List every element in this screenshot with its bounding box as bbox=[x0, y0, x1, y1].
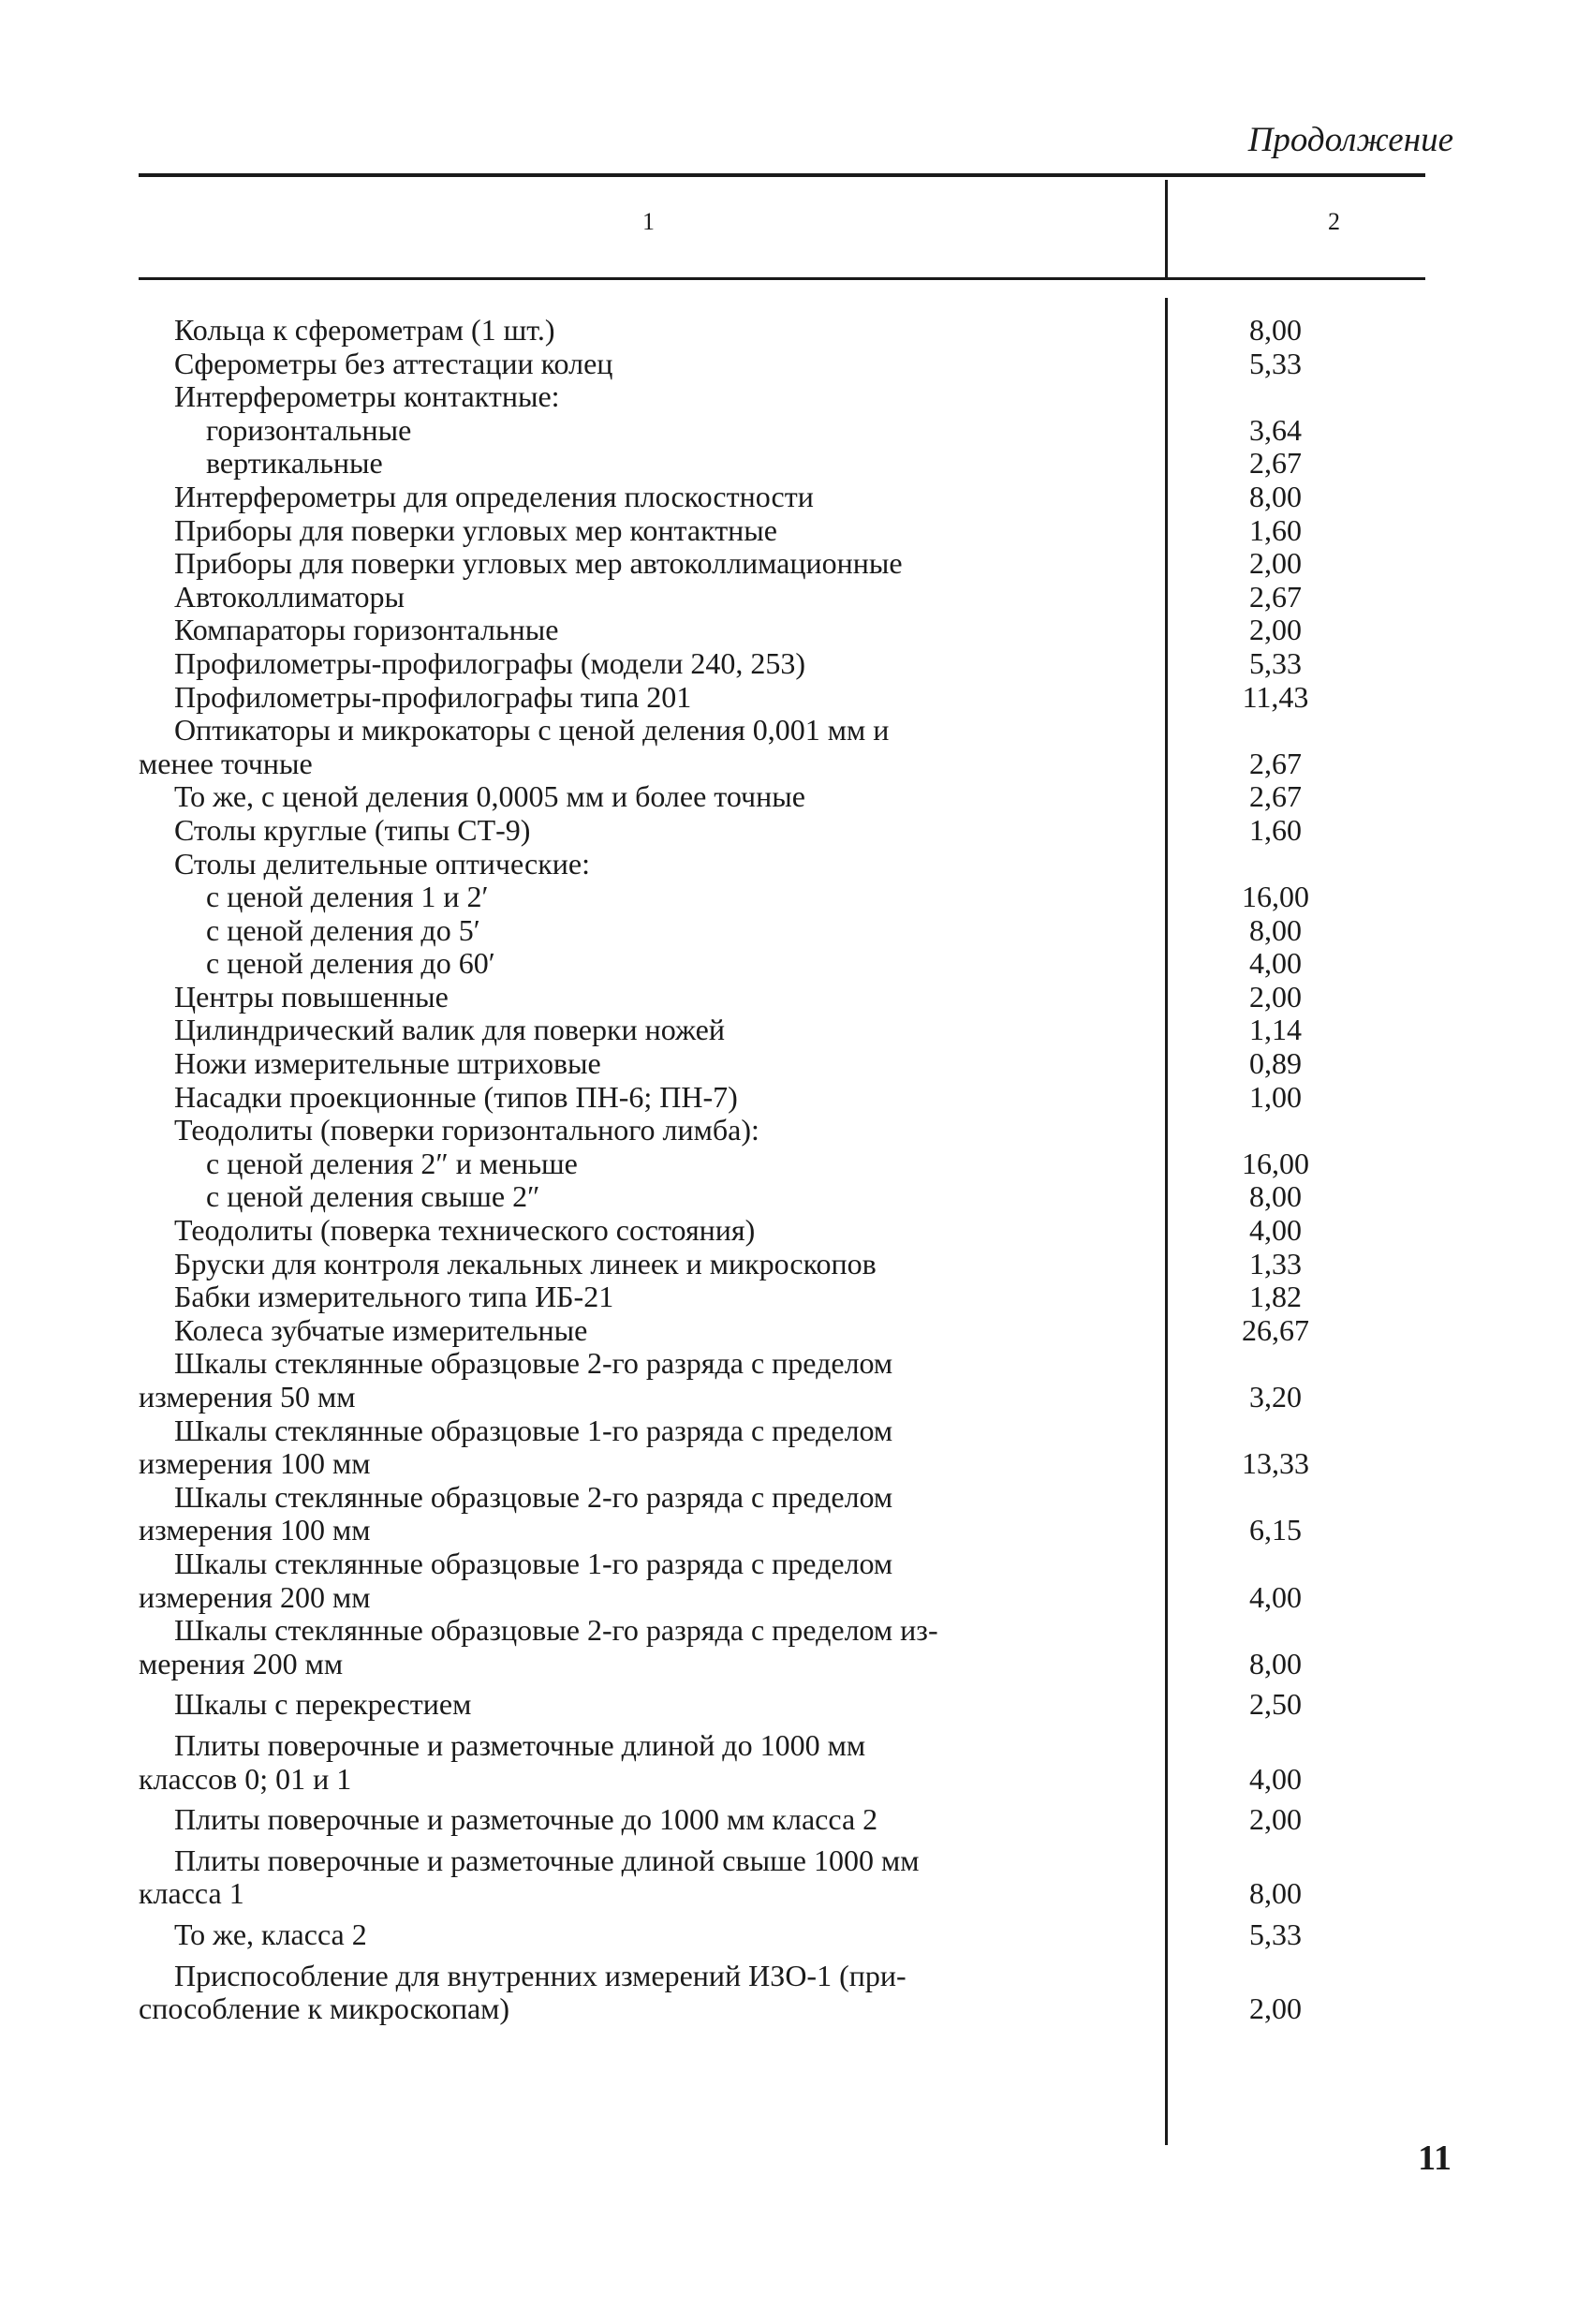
table-row bbox=[139, 1314, 1425, 1348]
item-name bbox=[139, 447, 1131, 481]
table-row bbox=[139, 1214, 1425, 1248]
table-row bbox=[139, 1414, 1425, 1481]
table-row bbox=[139, 1844, 1425, 1911]
table-row bbox=[139, 1729, 1425, 1796]
item-value: 2,00 bbox=[1249, 546, 1302, 581]
item-name-line: с ценой деления 2″ и меньше bbox=[206, 1146, 578, 1180]
table-row bbox=[139, 514, 1425, 548]
item-name-line: с ценой деления 1 и 2′ bbox=[206, 880, 489, 914]
item-value: 11,43 bbox=[1242, 679, 1309, 714]
item-value: 4,00 bbox=[1249, 1761, 1302, 1796]
item-value: 1,33 bbox=[1249, 1246, 1302, 1280]
item-name bbox=[139, 380, 1131, 414]
item-name-continuation: менее точные bbox=[139, 746, 313, 780]
table-row bbox=[139, 1347, 1425, 1414]
item-value: 5,33 bbox=[1249, 645, 1302, 680]
item-name bbox=[139, 1688, 1131, 1722]
item-name bbox=[139, 314, 1131, 348]
item-name-line: Автоколлиматоры bbox=[174, 579, 405, 614]
item-name bbox=[139, 1147, 1131, 1181]
item-name bbox=[139, 981, 1131, 1014]
table-row bbox=[139, 547, 1425, 581]
item-name-line: Шкалы стеклянные образцовые 1-го разряда с пределом bbox=[174, 1413, 893, 1447]
item-value: 5,33 bbox=[1249, 1917, 1302, 1951]
page-number: 11 bbox=[1418, 2139, 1452, 2178]
item-value: 4,00 bbox=[1249, 1213, 1302, 1248]
table-row bbox=[139, 581, 1425, 614]
item-value: 2,67 bbox=[1249, 579, 1302, 614]
item-value: 2,67 bbox=[1249, 779, 1302, 814]
table-row bbox=[139, 681, 1425, 715]
item-value: 2,67 bbox=[1249, 446, 1302, 481]
item-name-line: Оптикаторы и микрокаторы с ценой деления 0,001 мм и bbox=[174, 713, 890, 748]
item-name bbox=[139, 1180, 1131, 1214]
item-name bbox=[139, 1844, 1131, 1911]
item-name bbox=[139, 881, 1131, 914]
table-row bbox=[139, 814, 1425, 848]
item-value: 2,00 bbox=[1249, 613, 1302, 647]
item-name-line: Шкалы стеклянные образцовые 2-го разряда с пределом из- bbox=[174, 1613, 938, 1648]
item-value: 1,60 bbox=[1249, 512, 1302, 547]
table-row bbox=[139, 1960, 1425, 2026]
table-row bbox=[139, 947, 1425, 981]
table-row bbox=[139, 1280, 1425, 1314]
item-name bbox=[139, 1280, 1131, 1314]
item-name-line: Шкалы с перекрестием bbox=[174, 1687, 472, 1722]
item-name bbox=[139, 1614, 1131, 1680]
item-name-line: Кольца к сферометрам (1 шт.) bbox=[174, 313, 555, 347]
table-row bbox=[139, 348, 1425, 381]
item-name-continuation: измерения 200 мм bbox=[139, 1579, 371, 1614]
item-value: 8,00 bbox=[1249, 313, 1302, 347]
item-name-continuation: класса 1 bbox=[139, 1876, 244, 1911]
table-row bbox=[139, 714, 1425, 780]
item-name bbox=[139, 947, 1131, 981]
item-value: 8,00 bbox=[1249, 1876, 1302, 1911]
item-name-line: с ценой деления свыше 2″ bbox=[206, 1179, 540, 1214]
item-value: 2,00 bbox=[1249, 1802, 1302, 1837]
item-name-line: Плиты поверочные и разметочные до 1000 мм класса 2 bbox=[174, 1802, 878, 1837]
item-name-line: Ножи измерительные штриховые bbox=[174, 1046, 601, 1081]
table-top-rule bbox=[139, 173, 1425, 177]
item-name bbox=[139, 814, 1131, 848]
item-name-line: Шкалы стеклянные образцовые 2-го разряда с пределом bbox=[174, 1346, 893, 1381]
item-name-line: Цилиндрический валик для поверки ножей bbox=[174, 1013, 725, 1047]
item-value: 1,82 bbox=[1249, 1280, 1302, 1314]
item-name bbox=[139, 647, 1131, 681]
item-name bbox=[139, 514, 1131, 548]
table-row bbox=[139, 780, 1425, 814]
item-name bbox=[139, 1918, 1131, 1952]
table-row bbox=[139, 848, 1425, 881]
item-name bbox=[139, 1047, 1131, 1081]
item-name bbox=[139, 1347, 1131, 1414]
table-row bbox=[139, 1081, 1425, 1115]
item-value: 3,20 bbox=[1249, 1380, 1302, 1414]
item-name-line: То же, с ценой деления 0,0005 мм и более точные bbox=[174, 779, 805, 814]
item-name-line: Столы круглые (типы СТ-9) bbox=[174, 812, 531, 847]
table-row bbox=[139, 414, 1425, 448]
continuation-label: Продолжение bbox=[1247, 121, 1453, 159]
item-name bbox=[139, 1014, 1131, 1047]
table-row bbox=[139, 380, 1425, 414]
item-value: 1,14 bbox=[1249, 1013, 1302, 1047]
item-name bbox=[139, 914, 1131, 948]
item-name-line: Плиты поверочные и разметочные длиной свыше 1000 мм bbox=[174, 1843, 920, 1877]
item-value: 16,00 bbox=[1242, 1146, 1309, 1180]
table-row bbox=[139, 981, 1425, 1014]
item-name-continuation: классов 0; 01 и 1 bbox=[139, 1761, 352, 1796]
item-value: 4,00 bbox=[1249, 1579, 1302, 1614]
item-name-continuation: способление к микроскопам) bbox=[139, 1991, 510, 2026]
item-name-line: Столы делительные оптические: bbox=[174, 846, 590, 881]
table-row bbox=[139, 1114, 1425, 1147]
item-value: 26,67 bbox=[1242, 1312, 1309, 1347]
item-name-line: Приборы для поверки угловых мер контактные bbox=[174, 512, 777, 547]
item-name-line: с ценой деления до 5′ bbox=[206, 912, 480, 947]
table-row bbox=[139, 1047, 1425, 1081]
item-value: 0,89 bbox=[1249, 1046, 1302, 1081]
table-row bbox=[139, 1180, 1425, 1214]
table-row bbox=[139, 1481, 1425, 1547]
column-header-1: 1 bbox=[642, 208, 655, 235]
item-value: 6,15 bbox=[1249, 1513, 1302, 1547]
item-name-line: Шкалы стеклянные образцовые 2-го разряда с пределом bbox=[174, 1479, 893, 1514]
item-value: 4,00 bbox=[1249, 946, 1302, 981]
table-row bbox=[139, 447, 1425, 481]
item-name-line: с ценой деления до 60′ bbox=[206, 946, 495, 981]
item-name bbox=[139, 1314, 1131, 1348]
item-name-line: Теодолиты (поверка технического состояния) bbox=[174, 1213, 756, 1248]
item-value: 8,00 bbox=[1249, 479, 1302, 513]
item-name-line: Центры повышенные bbox=[174, 979, 449, 1014]
item-name bbox=[139, 1729, 1131, 1796]
item-name-continuation: измерения 100 мм bbox=[139, 1446, 371, 1481]
table-row bbox=[139, 1803, 1425, 1837]
table-row bbox=[139, 1147, 1425, 1181]
item-name bbox=[139, 848, 1131, 881]
item-value: 8,00 bbox=[1249, 1646, 1302, 1680]
item-name-line: Теодолиты (поверки горизонтального лимба): bbox=[174, 1113, 759, 1147]
column-divider-header bbox=[1165, 180, 1168, 277]
item-name bbox=[139, 1214, 1131, 1248]
table-body bbox=[139, 314, 1425, 2026]
item-name-line: горизонтальные bbox=[206, 412, 412, 447]
table-header-rule bbox=[139, 277, 1425, 280]
item-value: 5,33 bbox=[1249, 346, 1302, 380]
item-name-line: Приборы для поверки угловых мер автоколлимационные bbox=[174, 546, 903, 581]
table-row bbox=[139, 1547, 1425, 1614]
item-value: 16,00 bbox=[1242, 880, 1309, 914]
item-name bbox=[139, 780, 1131, 814]
item-name-line: Профилометры-профилографы (модели 240, 253) bbox=[174, 645, 806, 680]
item-name-line: Сферометры без аттестации колец bbox=[174, 346, 613, 380]
item-name bbox=[139, 348, 1131, 381]
table-row bbox=[139, 914, 1425, 948]
table-row bbox=[139, 1918, 1425, 1952]
item-value: 2,50 bbox=[1249, 1687, 1302, 1722]
table-row bbox=[139, 647, 1425, 681]
item-value: 8,00 bbox=[1249, 912, 1302, 947]
item-name bbox=[139, 1414, 1131, 1481]
table-row bbox=[139, 481, 1425, 514]
item-name bbox=[139, 1960, 1131, 2026]
item-name bbox=[139, 581, 1131, 614]
item-name-line: Интерферометры контактные: bbox=[174, 379, 560, 414]
item-name-line: То же, класса 2 bbox=[174, 1917, 367, 1951]
item-name-line: Бабки измерительного типа ИБ-21 bbox=[174, 1280, 614, 1314]
item-value: 2,67 bbox=[1249, 746, 1302, 780]
table-row bbox=[139, 614, 1425, 647]
item-name-line: Интерферометры для определения плоскостности bbox=[174, 479, 814, 513]
item-value: 8,00 bbox=[1249, 1179, 1302, 1214]
item-value: 2,00 bbox=[1249, 1991, 1302, 2026]
column-header-2: 2 bbox=[1328, 208, 1340, 235]
item-name-line: Колеса зубчатые измерительные bbox=[174, 1312, 588, 1347]
item-name bbox=[139, 481, 1131, 514]
item-name-line: Шкалы стеклянные образцовые 1-го разряда с пределом bbox=[174, 1546, 893, 1580]
table-row bbox=[139, 1614, 1425, 1680]
item-value: 1,60 bbox=[1249, 812, 1302, 847]
item-name bbox=[139, 614, 1131, 647]
item-value: 13,33 bbox=[1242, 1446, 1309, 1481]
item-name-line: Бруски для контроля лекальных линеек и микроскопов bbox=[174, 1246, 877, 1280]
item-name-continuation: измерения 100 мм bbox=[139, 1513, 371, 1547]
item-name bbox=[139, 414, 1131, 448]
item-name bbox=[139, 1481, 1131, 1547]
item-name bbox=[139, 1803, 1131, 1837]
item-name bbox=[139, 1114, 1131, 1147]
item-name bbox=[139, 1248, 1131, 1281]
item-name-line: Насадки проекционные (типов ПН-6; ПН-7) bbox=[174, 1079, 738, 1114]
table-row bbox=[139, 881, 1425, 914]
item-value: 1,00 bbox=[1249, 1079, 1302, 1114]
item-name-line: Профилометры-профилографы типа 201 bbox=[174, 679, 692, 714]
item-name bbox=[139, 547, 1131, 581]
item-name bbox=[139, 681, 1131, 715]
table-row bbox=[139, 314, 1425, 348]
item-value: 2,00 bbox=[1249, 979, 1302, 1014]
item-name-continuation: мерения 200 мм bbox=[139, 1646, 344, 1680]
item-name-line: Компараторы горизонтальные bbox=[174, 613, 559, 647]
item-name-line: Приспособление для внутренних измерений ИЗО-1 (при- bbox=[174, 1958, 907, 1992]
item-name bbox=[139, 1547, 1131, 1614]
item-name bbox=[139, 714, 1131, 780]
table-row bbox=[139, 1688, 1425, 1722]
table-row bbox=[139, 1248, 1425, 1281]
table-row bbox=[139, 1014, 1425, 1047]
item-name-line: вертикальные bbox=[206, 446, 383, 481]
item-name-line: Плиты поверочные и разметочные длиной до 1000 мм bbox=[174, 1727, 866, 1762]
item-name bbox=[139, 1081, 1131, 1115]
item-name-continuation: измерения 50 мм bbox=[139, 1380, 356, 1414]
item-value: 3,64 bbox=[1249, 412, 1302, 447]
